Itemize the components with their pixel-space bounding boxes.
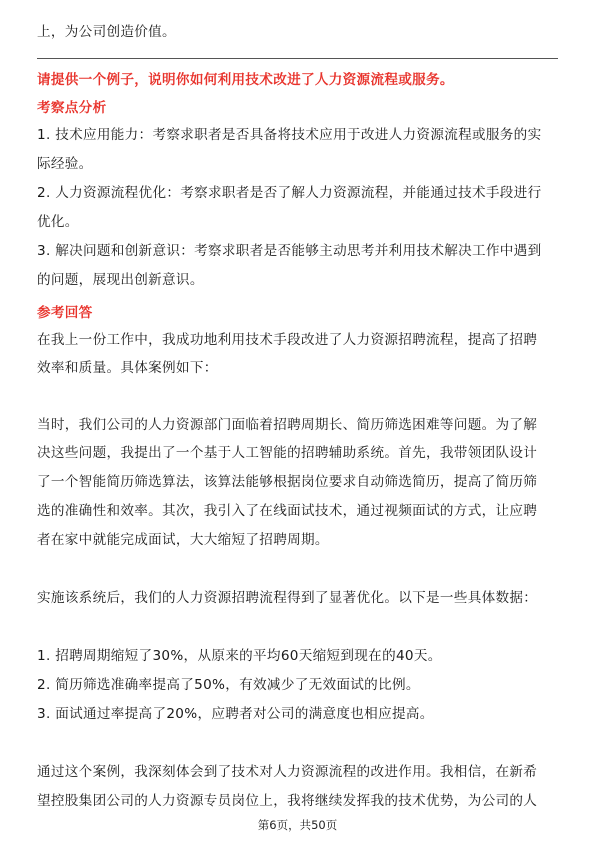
answer-intro-line-2: 效率和质量。具体案例如下： <box>37 360 218 376</box>
analysis-item-3-line-1: 3. 解决问题和创新意识：考察求职者是否能够主动思考并利用技术解决工作中遇到 <box>37 243 542 259</box>
case-line-3: 了一个智能简历筛选算法，该算法能够根据岗位要求自动筛选简历，提高了简历筛 <box>37 474 538 490</box>
answer-intro-line-1: 在我上一份工作中，我成功地利用技术手段改进了人力资源招聘流程，提高了招聘 <box>37 332 538 348</box>
case-line-2: 决这些问题，我提出了一个基于人工智能的招聘辅助系统。首先，我带领团队设计 <box>37 445 538 461</box>
interview-question: 请提供一个例子，说明你如何利用技术改进了人力资源流程或服务。 <box>37 72 454 88</box>
result-intro: 实施该系统后，我们的人力资源招聘流程得到了显著优化。以下是一些具体数据： <box>37 590 538 606</box>
result-item-3: 3. 面试通过率提高了20%，应聘者对公司的满意度也相应提高。 <box>37 706 434 722</box>
section-divider <box>37 58 558 59</box>
conclusion-line-2: 望控股集团公司的人力资源专员岗位上，我将继续发挥我的技术优势，为公司的人 <box>37 793 538 809</box>
analysis-item-3-line-2: 的问题，展现出创新意识。 <box>37 272 204 288</box>
analysis-item-1-line-2: 际经验。 <box>37 156 93 172</box>
analysis-item-2-line-1: 2. 人力资源流程优化：考察求职者是否了解人力资源流程，并能通过技术手段进行 <box>37 185 542 201</box>
result-item-1: 1. 招聘周期缩短了30%，从原来的平均60天缩短到现在的40天。 <box>37 648 442 664</box>
analysis-item-1-line-1: 1. 技术应用能力：考察求职者是否具备将技术应用于改进人力资源流程或服务的实 <box>37 127 542 143</box>
conclusion-line-1: 通过这个案例，我深刻体会到了技术对人力资源流程的改进作用。我相信，在新希 <box>37 764 538 780</box>
case-line-4: 选的准确性和效率。其次，我引入了在线面试技术，通过视频面试的方式，让应聘 <box>37 503 538 519</box>
answer-heading: 参考回答 <box>37 305 93 321</box>
analysis-heading: 考察点分析 <box>37 100 107 116</box>
case-line-5: 者在家中就能完成面试，大大缩短了招聘周期。 <box>37 532 329 548</box>
case-line-1: 当时，我们公司的人力资源部门面临着招聘周期长、简历筛选困难等问题。为了解 <box>37 417 538 433</box>
page-number: 第6页，共50页 <box>257 818 338 832</box>
analysis-item-2-line-2: 优化。 <box>37 214 79 230</box>
result-item-2: 2. 简历筛选准确率提高了50%，有效减少了无效面试的比例。 <box>37 677 420 693</box>
continued-text: 上，为公司创造价值。 <box>37 24 176 40</box>
